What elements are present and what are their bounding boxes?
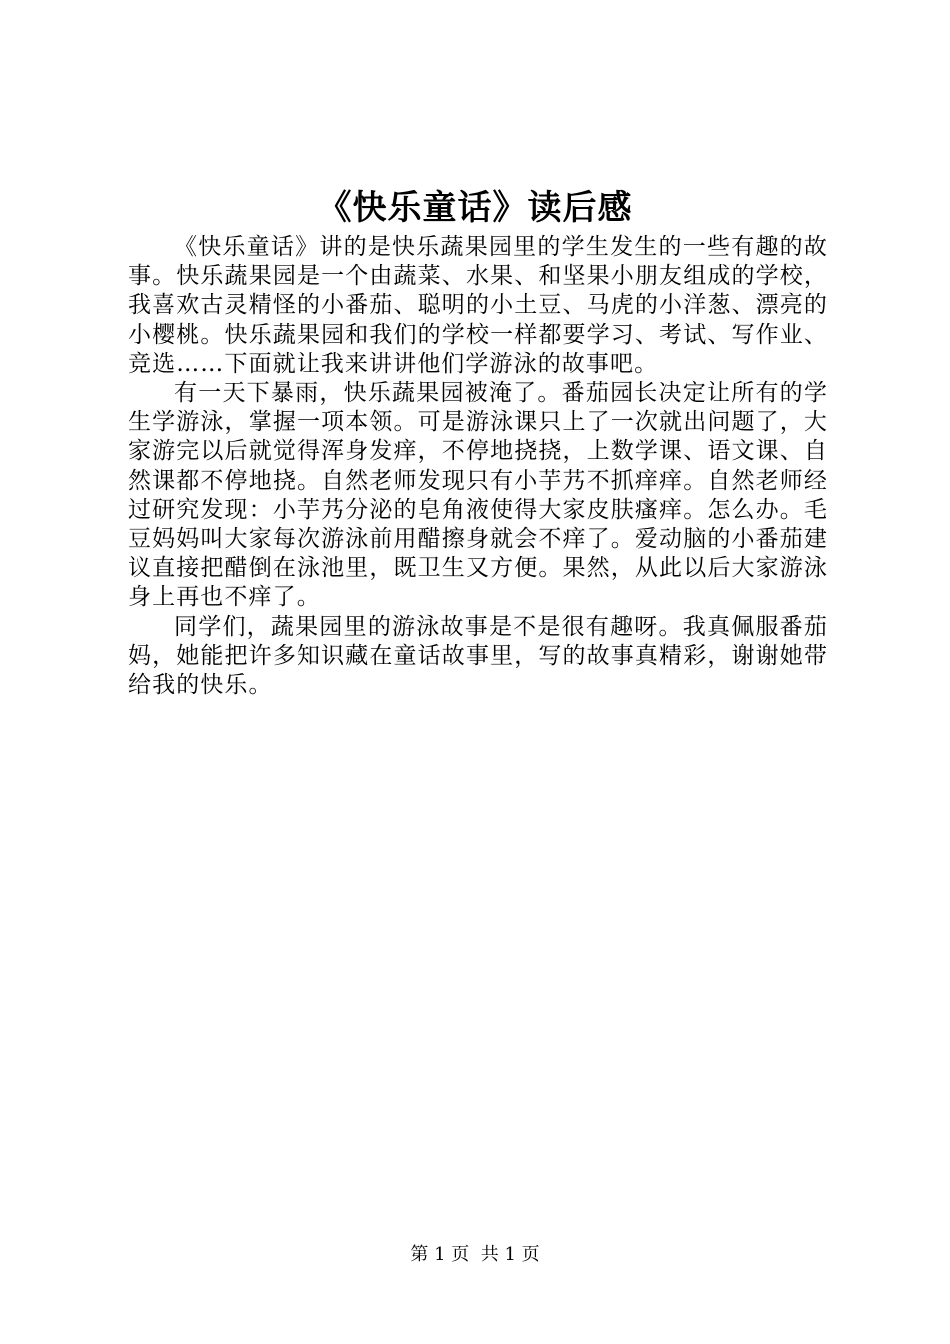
document-title: 《快乐童话》读后感: [317, 188, 633, 228]
document-body: [128, 233, 828, 700]
paragraph-intro: 《快乐童话》讲的是快乐蔬果园里的学生发生的一些有趣的故事。快乐蔬果园是一个由蔬菜、水果、和坚果小朋友组成的学校，我喜欢古灵精怪的小番茄、聪明的小土豆、马虎的小洋葱、漂亮的小樱桃。快乐蔬果园和我们的学校一样都要学习、考试、写作业、竞选……下面就让我来讲讲他们学游泳的故事吧。: [128, 234, 828, 377]
paragraph-story: 有一天下暴雨，快乐蔬果园被淹了。番茄园长决定让所有的学生学游泳，掌握一项本领。可是游泳课只上了一次就出问题了，大家游完以后就觉得浑身发痒，不停地挠挠，上数学课、语文课、自然课都不停地挠。自然老师发现只有小芋艿不抓痒痒。自然老师经过研究发现：小芋艿分泌的皂角液使得大家皮肤瘙痒。怎么办。毛豆妈妈叫大家每次游泳前用醋擦身就会不痒了。爱动脑的小番茄建议直接把醋倒在泳池里，既卫生又方便。果然，从此以后大家游泳身上再也不痒了。: [128, 380, 828, 611]
page-total: 共 1 页: [480, 1244, 540, 1265]
page-footer: [0, 1243, 950, 1267]
page-number: 第 1 页: [410, 1244, 470, 1265]
paragraph-conclusion: 同学们，蔬果园里的游泳故事是不是很有趣呀。我真佩服番茄妈，她能把许多知识藏在童话故事里，写的故事真精彩，谢谢她带给我的快乐。: [128, 613, 828, 699]
